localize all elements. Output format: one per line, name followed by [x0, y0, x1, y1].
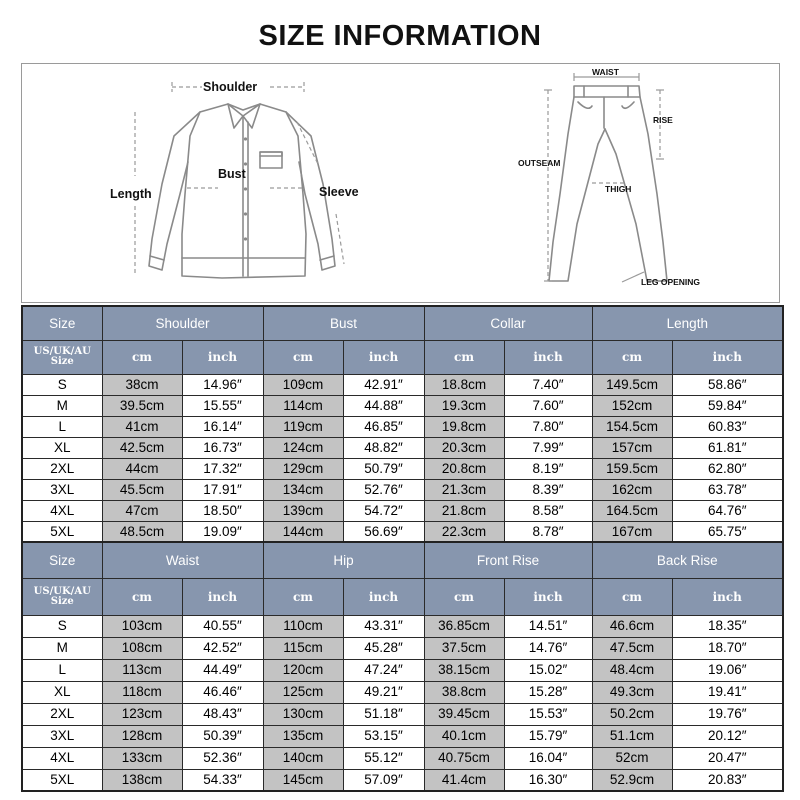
value-cell: 15.79″	[504, 725, 592, 747]
value-cell: 50.2cm	[592, 703, 672, 725]
length-label: Length	[110, 187, 152, 201]
value-cell: 59.84″	[672, 395, 783, 416]
value-cell: 44.49″	[182, 659, 263, 681]
rise-label: RISE	[653, 115, 673, 125]
value-cell: 8.39″	[504, 479, 592, 500]
value-cell: 20.83″	[672, 769, 783, 791]
value-cell: 16.14″	[182, 416, 263, 437]
shirt-illustration	[149, 104, 335, 278]
value-cell: 40.55″	[182, 615, 263, 637]
unit-header: cm	[102, 340, 182, 374]
table-row	[22, 521, 783, 542]
unit-header: cm	[592, 340, 672, 374]
value-cell: 14.96″	[182, 374, 263, 395]
value-cell: 167cm	[592, 521, 672, 542]
value-cell: 157cm	[592, 437, 672, 458]
group-header-back-rise: Back Rise	[592, 542, 783, 578]
value-cell: 52cm	[592, 747, 672, 769]
value-cell: 42.52″	[182, 637, 263, 659]
page-title: SIZE INFORMATION	[258, 20, 542, 52]
waist-label: WAIST	[592, 67, 619, 77]
size-cell: 4XL	[22, 500, 102, 521]
leg-opening-label: LEG OPENING	[641, 277, 701, 287]
value-cell: 19.06″	[672, 659, 783, 681]
value-cell: 20.8cm	[424, 458, 504, 479]
value-cell: 20.3cm	[424, 437, 504, 458]
group-header-front-rise: Front Rise	[424, 542, 592, 578]
unit-header: inch	[672, 578, 783, 615]
value-cell: 17.32″	[182, 458, 263, 479]
value-cell: 42.91″	[343, 374, 424, 395]
table-row	[22, 659, 783, 681]
value-cell: 159.5cm	[592, 458, 672, 479]
bottom-size-table	[21, 541, 784, 792]
value-cell: 46.85″	[343, 416, 424, 437]
value-cell: 55.12″	[343, 747, 424, 769]
value-cell: 50.39″	[182, 725, 263, 747]
value-cell: 123cm	[102, 703, 182, 725]
value-cell: 49.3cm	[592, 681, 672, 703]
value-cell: 21.8cm	[424, 500, 504, 521]
value-cell: 16.73″	[182, 437, 263, 458]
size-cell: 5XL	[22, 769, 102, 791]
table-row	[22, 615, 783, 637]
size-cell: 3XL	[22, 479, 102, 500]
value-cell: 57.09″	[343, 769, 424, 791]
value-cell: 19.76″	[672, 703, 783, 725]
value-cell: 129cm	[263, 458, 343, 479]
table-row	[22, 395, 783, 416]
size-cell: L	[22, 659, 102, 681]
value-cell: 37.5cm	[424, 637, 504, 659]
value-cell: 60.83″	[672, 416, 783, 437]
value-cell: 22.3cm	[424, 521, 504, 542]
table-row	[22, 725, 783, 747]
value-cell: 54.72″	[343, 500, 424, 521]
value-cell: 19.41″	[672, 681, 783, 703]
group-header-collar: Collar	[424, 306, 592, 340]
value-cell: 108cm	[102, 637, 182, 659]
unit-header: inch	[343, 578, 424, 615]
size-cell: XL	[22, 437, 102, 458]
value-cell: 56.69″	[343, 521, 424, 542]
group-header-row	[22, 542, 783, 578]
value-cell: 149.5cm	[592, 374, 672, 395]
value-cell: 135cm	[263, 725, 343, 747]
value-cell: 19.09″	[182, 521, 263, 542]
value-cell: 124cm	[263, 437, 343, 458]
value-cell: 115cm	[263, 637, 343, 659]
value-cell: 16.30″	[504, 769, 592, 791]
group-header-row	[22, 306, 783, 340]
table-row	[22, 416, 783, 437]
size-cell: 4XL	[22, 747, 102, 769]
value-cell: 43.31″	[343, 615, 424, 637]
value-cell: 52.36″	[182, 747, 263, 769]
top-size-table	[21, 305, 784, 543]
value-cell: 138cm	[102, 769, 182, 791]
value-cell: 18.8cm	[424, 374, 504, 395]
value-cell: 54.33″	[182, 769, 263, 791]
value-cell: 52.9cm	[592, 769, 672, 791]
value-cell: 118cm	[102, 681, 182, 703]
size-cell: 2XL	[22, 703, 102, 725]
value-cell: 134cm	[263, 479, 343, 500]
value-cell: 15.28″	[504, 681, 592, 703]
value-cell: 36.85cm	[424, 615, 504, 637]
value-cell: 17.91″	[182, 479, 263, 500]
value-cell: 65.75″	[672, 521, 783, 542]
shoulder-label: Shoulder	[203, 80, 258, 94]
measurement-diagram	[21, 63, 780, 303]
value-cell: 61.81″	[672, 437, 783, 458]
value-cell: 51.1cm	[592, 725, 672, 747]
value-cell: 19.3cm	[424, 395, 504, 416]
value-cell: 145cm	[263, 769, 343, 791]
value-cell: 109cm	[263, 374, 343, 395]
value-cell: 64.76″	[672, 500, 783, 521]
value-cell: 110cm	[263, 615, 343, 637]
table-row	[22, 681, 783, 703]
value-cell: 39.5cm	[102, 395, 182, 416]
group-header-length: Length	[592, 306, 783, 340]
value-cell: 15.02″	[504, 659, 592, 681]
table-row	[22, 747, 783, 769]
unit-header-row	[22, 340, 783, 374]
value-cell: 162cm	[592, 479, 672, 500]
unit-header: cm	[102, 578, 182, 615]
value-cell: 20.47″	[672, 747, 783, 769]
unit-header: inch	[182, 578, 263, 615]
value-cell: 8.19″	[504, 458, 592, 479]
size-cell: M	[22, 637, 102, 659]
size-cell: 3XL	[22, 725, 102, 747]
value-cell: 40.1cm	[424, 725, 504, 747]
value-cell: 20.12″	[672, 725, 783, 747]
size-cell: S	[22, 374, 102, 395]
size-cell: M	[22, 395, 102, 416]
value-cell: 45.28″	[343, 637, 424, 659]
value-cell: 18.35″	[672, 615, 783, 637]
shirt-buttons	[244, 137, 247, 240]
table-row	[22, 374, 783, 395]
value-cell: 48.43″	[182, 703, 263, 725]
value-cell: 46.46″	[182, 681, 263, 703]
value-cell: 128cm	[102, 725, 182, 747]
value-cell: 48.5cm	[102, 521, 182, 542]
value-cell: 7.60″	[504, 395, 592, 416]
value-cell: 114cm	[263, 395, 343, 416]
table-row	[22, 458, 783, 479]
table-row	[22, 500, 783, 521]
unit-header: inch	[672, 340, 783, 374]
value-cell: 8.78″	[504, 521, 592, 542]
value-cell: 8.58″	[504, 500, 592, 521]
group-header-hip: Hip	[263, 542, 424, 578]
value-cell: 41.4cm	[424, 769, 504, 791]
value-cell: 7.40″	[504, 374, 592, 395]
table-row	[22, 703, 783, 725]
value-cell: 144cm	[263, 521, 343, 542]
unit-header: inch	[504, 578, 592, 615]
value-cell: 152cm	[592, 395, 672, 416]
value-cell: 16.04″	[504, 747, 592, 769]
region-size-label: US/UK/AU Size	[22, 340, 102, 374]
table-row	[22, 479, 783, 500]
value-cell: 103cm	[102, 615, 182, 637]
value-cell: 38cm	[102, 374, 182, 395]
unit-header: cm	[592, 578, 672, 615]
outseam-label: OUTSEAM	[518, 158, 561, 168]
value-cell: 51.18″	[343, 703, 424, 725]
value-cell: 49.21″	[343, 681, 424, 703]
value-cell: 113cm	[102, 659, 182, 681]
value-cell: 18.70″	[672, 637, 783, 659]
bust-label: Bust	[218, 167, 246, 181]
value-cell: 47.24″	[343, 659, 424, 681]
table-row	[22, 637, 783, 659]
size-header: Size	[22, 542, 102, 578]
value-cell: 40.75cm	[424, 747, 504, 769]
value-cell: 48.4cm	[592, 659, 672, 681]
region-size-label: US/UK/AU Size	[22, 578, 102, 615]
value-cell: 44.88″	[343, 395, 424, 416]
value-cell: 15.55″	[182, 395, 263, 416]
value-cell: 21.3cm	[424, 479, 504, 500]
unit-header: inch	[504, 340, 592, 374]
unit-header: cm	[424, 578, 504, 615]
unit-header: cm	[424, 340, 504, 374]
value-cell: 46.6cm	[592, 615, 672, 637]
value-cell: 39.45cm	[424, 703, 504, 725]
group-header-waist: Waist	[102, 542, 263, 578]
value-cell: 19.8cm	[424, 416, 504, 437]
value-cell: 14.51″	[504, 615, 592, 637]
value-cell: 15.53″	[504, 703, 592, 725]
thigh-label: THIGH	[605, 184, 632, 194]
size-cell: 5XL	[22, 521, 102, 542]
size-cell: S	[22, 615, 102, 637]
value-cell: 47.5cm	[592, 637, 672, 659]
unit-header-row	[22, 578, 783, 615]
value-cell: 47cm	[102, 500, 182, 521]
value-cell: 7.80″	[504, 416, 592, 437]
value-cell: 140cm	[263, 747, 343, 769]
value-cell: 125cm	[263, 681, 343, 703]
unit-header: cm	[263, 578, 343, 615]
value-cell: 164.5cm	[592, 500, 672, 521]
size-cell: 2XL	[22, 458, 102, 479]
value-cell: 154.5cm	[592, 416, 672, 437]
garment-illustrations	[22, 64, 779, 302]
value-cell: 119cm	[263, 416, 343, 437]
group-header-bust: Bust	[263, 306, 424, 340]
value-cell: 42.5cm	[102, 437, 182, 458]
table-row	[22, 437, 783, 458]
unit-header: cm	[263, 340, 343, 374]
value-cell: 62.80″	[672, 458, 783, 479]
value-cell: 120cm	[263, 659, 343, 681]
value-cell: 50.79″	[343, 458, 424, 479]
size-cell: XL	[22, 681, 102, 703]
value-cell: 18.50″	[182, 500, 263, 521]
value-cell: 133cm	[102, 747, 182, 769]
value-cell: 38.8cm	[424, 681, 504, 703]
value-cell: 7.99″	[504, 437, 592, 458]
value-cell: 48.82″	[343, 437, 424, 458]
unit-header: inch	[182, 340, 263, 374]
value-cell: 38.15cm	[424, 659, 504, 681]
value-cell: 58.86″	[672, 374, 783, 395]
value-cell: 14.76″	[504, 637, 592, 659]
size-header: Size	[22, 306, 102, 340]
value-cell: 53.15″	[343, 725, 424, 747]
sleeve-label: Sleeve	[319, 185, 359, 199]
value-cell: 63.78″	[672, 479, 783, 500]
size-cell: L	[22, 416, 102, 437]
value-cell: 45.5cm	[102, 479, 182, 500]
value-cell: 139cm	[263, 500, 343, 521]
value-cell: 52.76″	[343, 479, 424, 500]
value-cell: 130cm	[263, 703, 343, 725]
unit-header: inch	[343, 340, 424, 374]
table-row	[22, 769, 783, 791]
value-cell: 41cm	[102, 416, 182, 437]
value-cell: 44cm	[102, 458, 182, 479]
group-header-shoulder: Shoulder	[102, 306, 263, 340]
